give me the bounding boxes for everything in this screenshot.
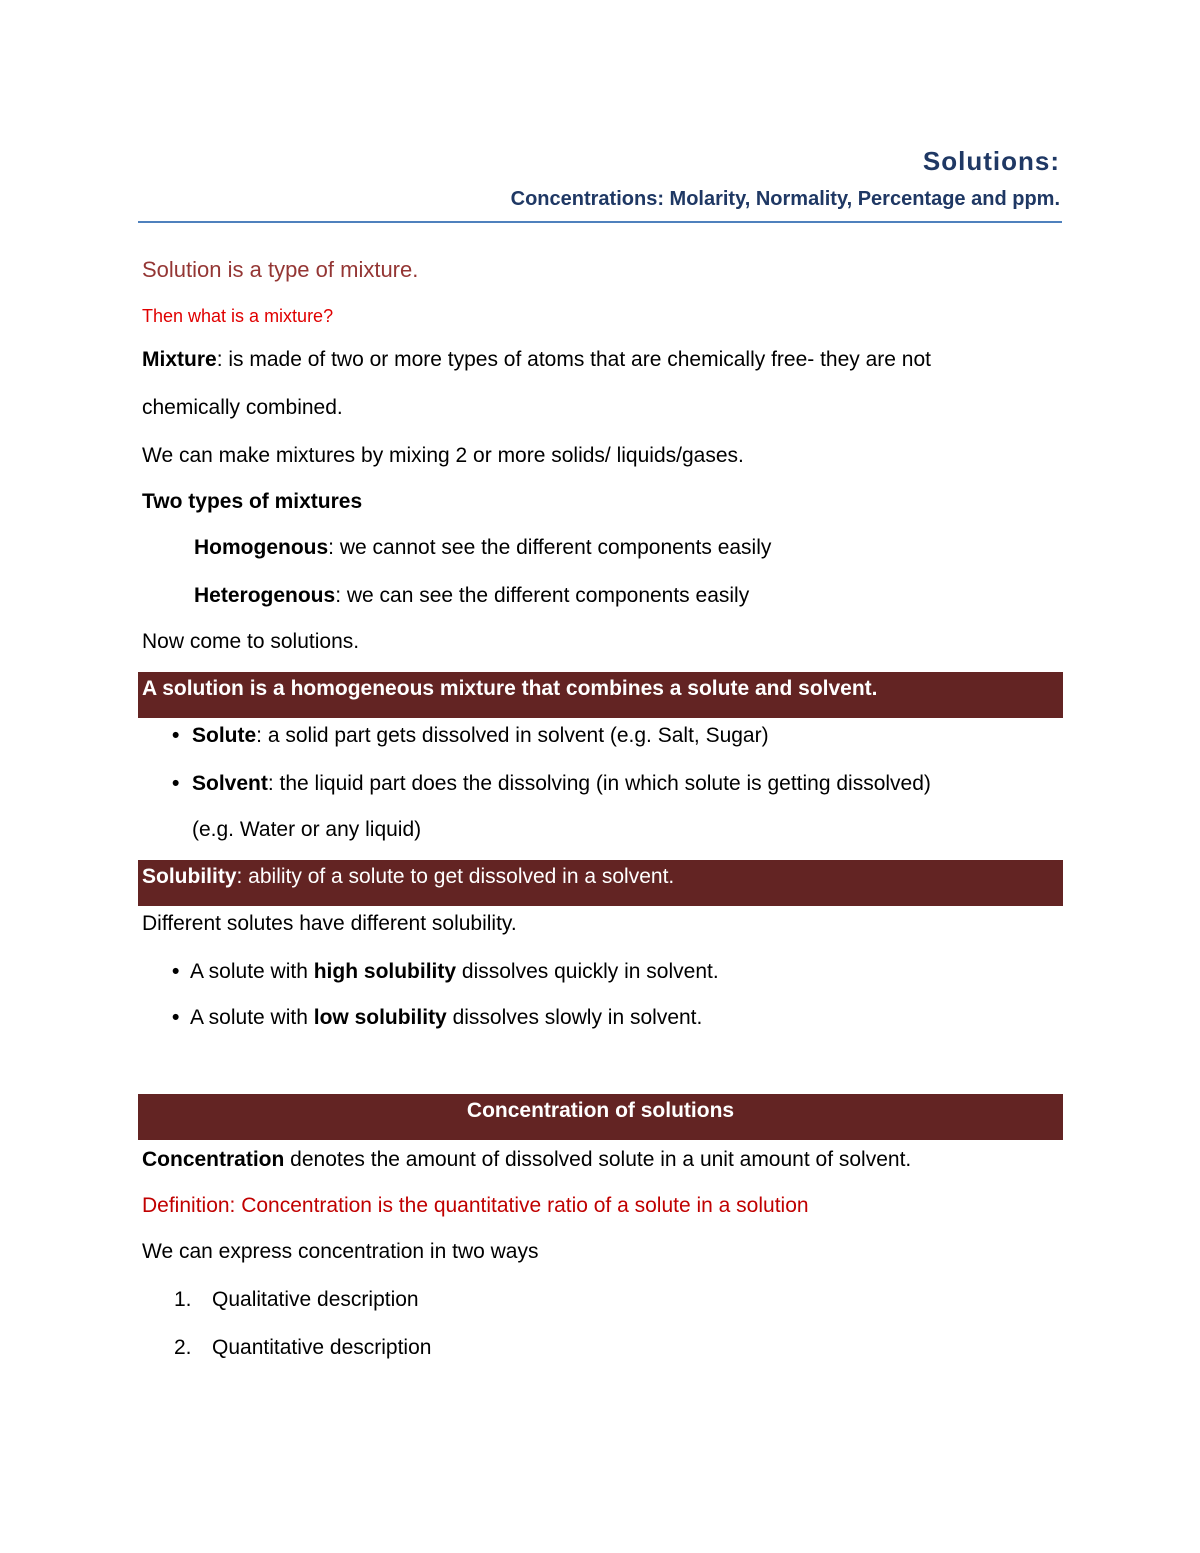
page-title: Solutions: [922,146,1060,176]
component-solute [172,722,769,750]
concentration-desc: denotes the amount of dissolved solute in a unit amount of solvent. [284,1148,912,1171]
list-text: Qualitative description [212,1288,419,1311]
item-bold: low solubility [313,1006,447,1029]
component-desc: : the liquid part does the dissolving (in which solute is getting dissolved) [267,772,931,795]
type-desc: : we cannot see the different components easily [328,536,772,559]
concentration-definition: Definition: Concentration is the quantitative ratio of a solute in a solution [142,1194,809,1217]
concentration-section-bar: Concentration of solutions [138,1094,1063,1140]
type-desc: : we can see the different components easily [335,584,750,607]
solubility-item-high [172,958,719,986]
transition-line: Now come to solutions. [142,630,360,653]
mixture-def-text: : is made of two or more types of atoms that are chemically free- they are not [216,348,931,371]
type-homogenous [194,534,771,562]
list-text: Quantitative description [212,1336,432,1359]
list-number: 2. [174,1336,192,1359]
item-pre: A solute with [190,1006,314,1029]
bullet-icon: • [172,1006,180,1029]
intro-lead: Solution is a type of mixture. [142,257,419,282]
component-term: Solute [192,724,257,747]
item-post: dissolves quickly in solvent. [456,960,719,983]
page-subtitle: Concentrations: Molarity, Normality, Percentage and ppm. [510,188,1060,210]
solubility-desc: : ability of a solute to get dissolved in a solvent. [236,865,675,888]
mixture-term: Mixture [142,348,217,371]
solubility-intro: Different solutes have different solubility. [142,912,517,935]
bullet-icon: • [172,960,180,983]
item-post: dissolves slowly in solvent. [446,1006,703,1029]
mixture-definition [142,346,931,374]
solubility-definition-bar [138,860,1063,906]
mixing-note: We can make mixtures by mixing 2 or more solids/ liquids/gases. [142,444,744,467]
bullet-icon: • [172,724,180,747]
title-divider [138,221,1062,223]
list-item [174,1286,419,1314]
intro-question: Then what is a mixture? [142,306,334,326]
bullet-icon: • [172,772,180,795]
item-pre: A solute with [190,960,314,983]
type-term: Heterogenous [194,584,336,607]
list-number: 1. [174,1288,192,1311]
item-bold: high solubility [313,960,457,983]
solubility-item-low [172,1004,702,1032]
list-item [174,1334,431,1362]
component-solvent [172,770,931,798]
solvent-example: (e.g. Water or any liquid) [192,818,422,841]
mixture-types-heading: Two types of mixtures [142,490,363,513]
type-term: Homogenous [194,536,329,559]
concentration-term: Concentration [142,1148,285,1171]
concentration-ways: We can express concentration in two ways [142,1240,539,1263]
mixture-definition-cont: chemically combined. [142,396,343,419]
concentration-statement [142,1146,911,1174]
component-desc: : a solid part gets dissolved in solvent (e.g. Salt, Sugar) [256,724,769,747]
component-term: Solvent [192,772,268,795]
solution-definition-bar: A solution is a homogeneous mixture that combines a solute and solvent. [138,672,1063,718]
type-heterogenous [194,582,749,610]
solubility-term: Solubility [142,865,237,888]
